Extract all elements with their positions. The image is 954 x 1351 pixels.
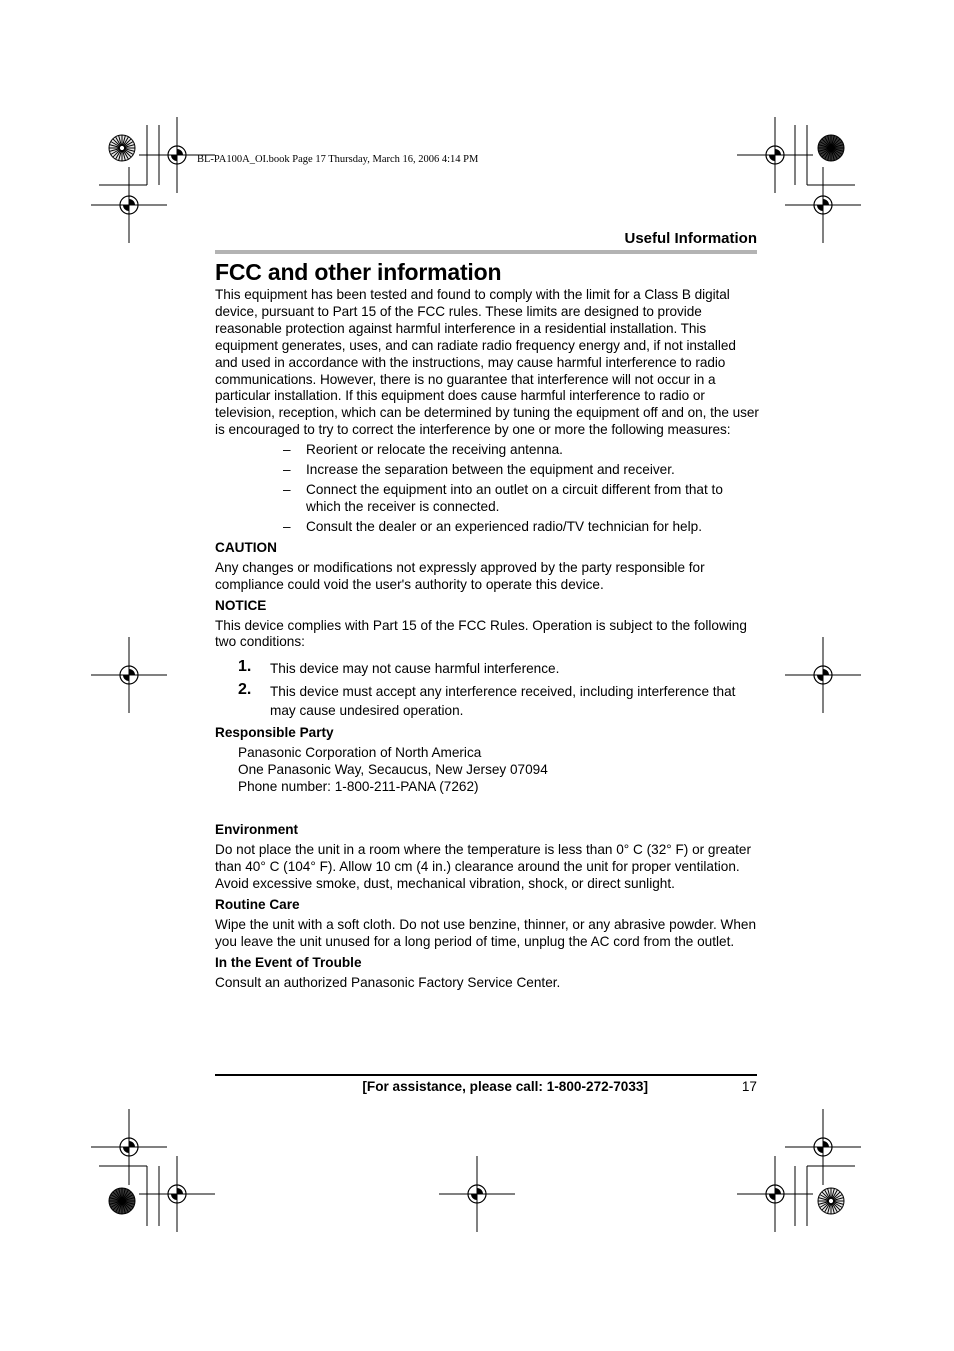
trouble-heading: In the Event of Trouble — [215, 954, 362, 970]
address-line: Phone number: 1-800-211-PANA (7262) — [238, 779, 479, 795]
registration-quadrant — [823, 199, 829, 205]
list-item: – Consult the dealer or an experienced radio/TV technician for help. — [283, 518, 702, 534]
dash-bullet: – — [283, 462, 291, 478]
list-item: – Connect the equipment into an outlet on a circuit different from that to which the receiver is connected. — [283, 482, 723, 514]
registration-quadrant — [123, 1147, 129, 1153]
registration-quadrant — [177, 149, 183, 155]
registration-quadrant — [769, 155, 775, 161]
dash-bullet: – — [283, 442, 291, 458]
list-item: 2. This device must accept any interference received, including interference that may cause undesired operation. — [238, 681, 736, 719]
item-number: 2. — [238, 681, 252, 699]
assistance-phone: [For assistance, please call: 1-800-272-7033] — [362, 1079, 648, 1094]
page-number: 17 — [741, 1079, 757, 1094]
conditions-list — [238, 659, 760, 720]
page-title: FCC and other information — [215, 259, 502, 285]
routine-care-text: Wipe the unit with a soft cloth. Do not use benzine, thinner, or any abrasive powder. When you leave the unit unused for a long period of time, unplug the AC cord from the outlet. — [215, 916, 757, 949]
section-label: Useful Information — [624, 230, 757, 247]
registration-quadrant — [129, 199, 135, 205]
registration-quadrant — [817, 205, 823, 211]
registration-quadrant — [123, 205, 129, 211]
intro-paragraph: This equipment has been tested and found to comply with the limit for a Class B digital device, pursuant to Part 15 of the FCC rules. These limits are designed to provide reasonable protection against harmful interference in a residential installation. This equipment generates, uses, and can radiate radio frequency energy and, if not installed and used in accordance with the instructions, may cause harmful interference to radio communications. However, there is no guarantee that interference will not occur in a particular installation. If this equipment does cause harmful interference to radio or television, reception, which can be determined by tuning the equipment off and on, the user is encouraged to try to correct the interference by one or more the following measures: — [215, 287, 759, 438]
registration-quadrant — [769, 1194, 775, 1200]
routine-care-heading: Routine Care — [215, 896, 300, 912]
registration-quadrant — [817, 675, 823, 681]
trouble-text: Consult an authorized Panasonic Factory Service Center. — [215, 974, 561, 990]
measures-list — [283, 442, 760, 535]
registration-quadrant — [775, 1188, 781, 1194]
environment-text: Do not place the unit in a room where the temperature is less than 0° C (32° F) or greater than 40° C (104° F). Allow 10 cm (4 in.) clearance around the unit for proper ventilation. Avoid excessive smoke, dust, mechanical vibration, shock, or direct sunlight. — [215, 842, 752, 891]
list-item: – Increase the separation between the equipment and receiver. — [283, 462, 675, 478]
address-line: One Panasonic Way, Secaucus, New Jersey 07094 — [238, 762, 548, 778]
registration-quadrant — [477, 1188, 483, 1194]
dash-bullet: – — [283, 482, 291, 498]
caution-heading: CAUTION — [215, 539, 277, 555]
registration-quadrant — [129, 1141, 135, 1147]
address-line: Panasonic Corporation of North America — [238, 745, 482, 761]
registration-quadrant — [823, 669, 829, 675]
registration-quadrant — [171, 155, 177, 161]
caution-text: Any changes or modifications not expressly approved by the party responsible for compliance could void the user's authority to operate this device. — [215, 559, 705, 592]
notice-text: This device complies with Part 15 of the FCC Rules. Operation is subject to the following two conditions: — [215, 617, 747, 650]
responsible-party-heading: Responsible Party — [215, 725, 334, 741]
print-slug: BL-PA100A_OI.book Page 17 Thursday, March 16, 2006 4:14 PM — [197, 154, 479, 165]
item-number: 1. — [238, 658, 252, 676]
color-target-center — [829, 146, 834, 151]
registration-quadrant — [177, 1188, 183, 1194]
registration-quadrant — [471, 1194, 477, 1200]
registration-quadrant — [775, 149, 781, 155]
list-item: 1. This device may not cause harmful interference. — [238, 658, 560, 677]
color-target-center — [120, 1199, 125, 1204]
color-target-center — [829, 1199, 834, 1204]
main-content — [215, 287, 760, 991]
list-item: – Reorient or relocate the receiving antenna. — [283, 442, 563, 458]
footer-rule — [215, 1074, 757, 1076]
registration-quadrant — [171, 1194, 177, 1200]
color-target-center — [120, 146, 125, 151]
registration-quadrant — [823, 1141, 829, 1147]
dash-bullet: – — [283, 518, 291, 534]
registration-quadrant — [129, 669, 135, 675]
notice-heading: NOTICE — [215, 597, 267, 613]
header-rule — [215, 250, 757, 254]
registration-quadrant — [123, 675, 129, 681]
registration-quadrant — [817, 1147, 823, 1153]
environment-heading: Environment — [215, 822, 299, 838]
responsible-party-address — [238, 745, 760, 796]
